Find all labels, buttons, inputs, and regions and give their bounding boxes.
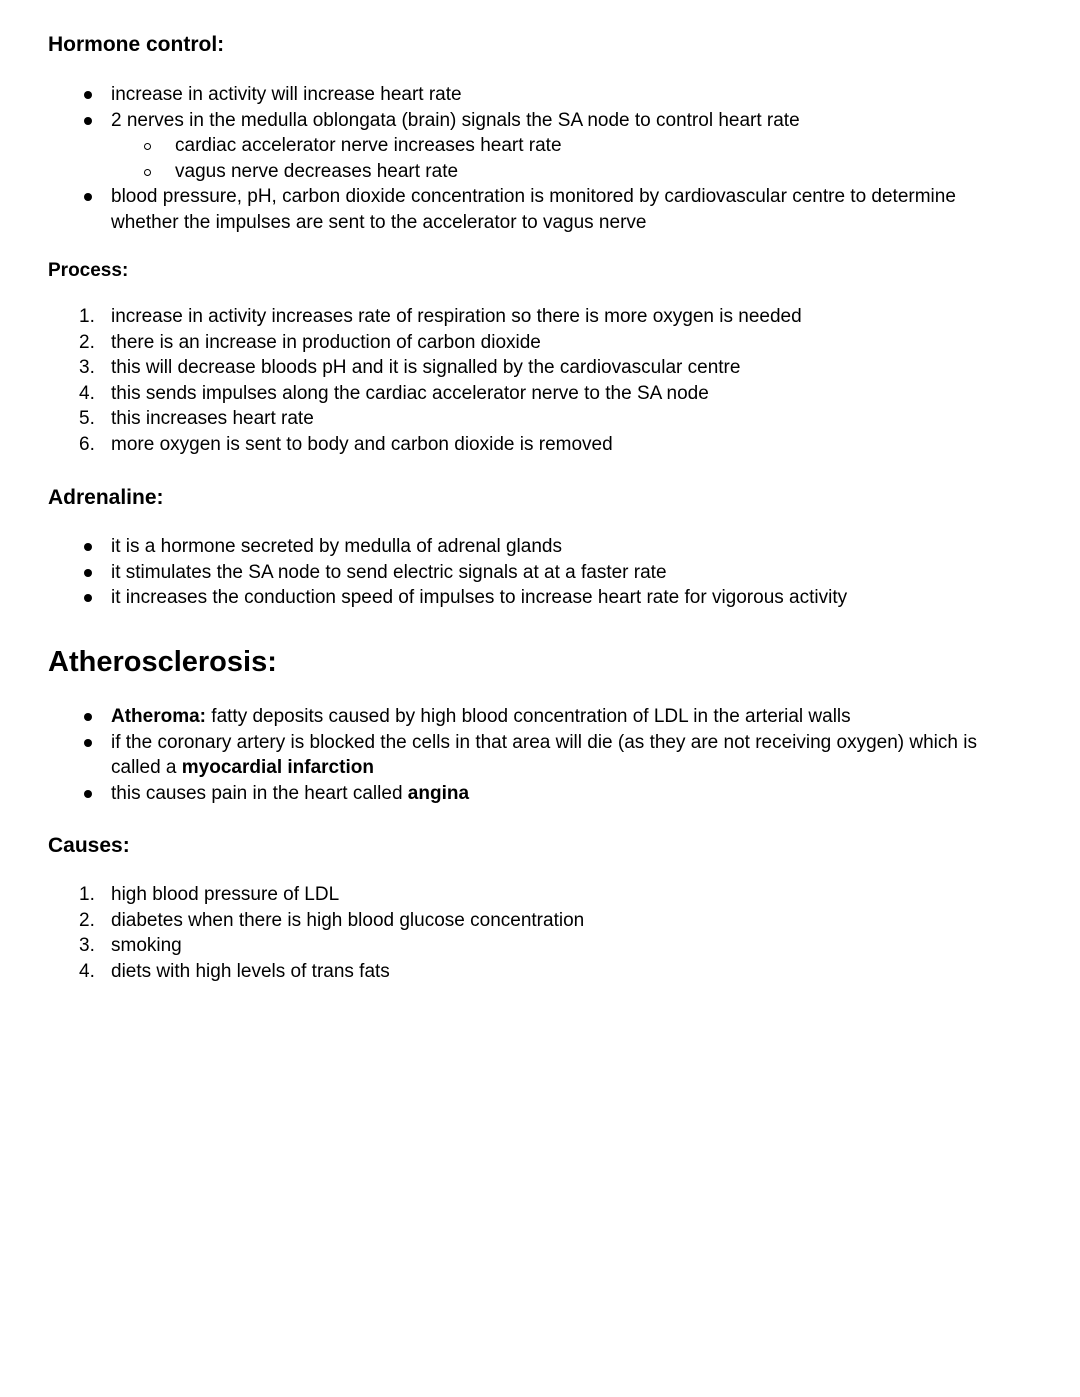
bullet-dot-icon xyxy=(84,594,92,602)
hollow-bullet-icon xyxy=(144,169,151,176)
term-myocardial-infarction: myocardial infarction xyxy=(181,757,374,779)
list-item xyxy=(0,381,1040,407)
bullet-dot-icon xyxy=(84,569,92,577)
list-item-text: there is an increase in production of carbon dioxide xyxy=(111,331,541,353)
list-item-text: fatty deposits caused by high blood concentration of LDL in the arterial walls xyxy=(206,706,851,727)
list-item xyxy=(0,184,1040,235)
list-item-text: this increases heart rate xyxy=(111,408,314,430)
sub-list-item xyxy=(0,159,1040,185)
list-item xyxy=(0,704,1040,730)
term-angina: angina xyxy=(407,782,470,804)
list-item-text: diabetes when there is high blood glucose concentration xyxy=(111,909,585,931)
list-item-text: this sends impulses along the cardiac accelerator nerve to the SA node xyxy=(111,382,709,404)
bullet-dot-icon xyxy=(84,713,92,721)
heading-causes: Causes: xyxy=(48,834,130,857)
list-item xyxy=(0,432,1040,458)
heading-adrenaline: Adrenaline: xyxy=(48,486,164,509)
list-item xyxy=(0,406,1040,432)
list-item xyxy=(0,82,1040,108)
list-item xyxy=(0,908,1040,934)
list-item-text: diets with high levels of trans fats xyxy=(111,960,390,982)
list-item xyxy=(0,108,1040,134)
list-number: 2. xyxy=(79,909,95,931)
heading-process: Process: xyxy=(48,260,129,281)
list-item-text: 2 nerves in the medulla oblongata (brain) signals the SA node to control heart rate xyxy=(111,109,800,131)
list-item-text: this will decrease bloods pH and it is signalled by the cardiovascular centre xyxy=(111,357,741,379)
adrenaline-list xyxy=(0,534,1040,611)
causes-list xyxy=(0,882,1040,984)
list-number: 3. xyxy=(79,935,95,957)
sub-list-item xyxy=(0,133,1040,159)
list-item-text: this causes pain in the heart called xyxy=(111,782,408,804)
hormone-control-list xyxy=(0,82,1040,236)
sub-list-item-text: cardiac accelerator nerve increases heart rate xyxy=(175,135,562,157)
list-item xyxy=(0,882,1040,908)
list-item-text: increase in activity increases rate of respiration so there is more oxygen is needed xyxy=(111,306,802,327)
bullet-dot-icon xyxy=(84,193,92,201)
bullet-dot-icon xyxy=(84,739,92,747)
list-item xyxy=(0,355,1040,381)
list-item-text-continued: whether the impulses are sent to the accelerator to vagus nerve xyxy=(111,211,647,233)
list-item xyxy=(0,933,1040,959)
list-item-text: more oxygen is sent to body and carbon dioxide is removed xyxy=(111,433,613,455)
list-item-text: it stimulates the SA node to send electric signals at at a faster rate xyxy=(111,561,667,583)
list-number: 3. xyxy=(79,357,95,379)
list-number: 2. xyxy=(79,331,95,353)
bullet-dot-icon xyxy=(84,790,92,798)
list-item xyxy=(0,730,1040,781)
bullet-dot-icon xyxy=(84,543,92,551)
list-item-text-continued: called a xyxy=(111,757,182,779)
list-number: 1. xyxy=(79,306,95,327)
process-list xyxy=(0,304,1040,458)
list-item xyxy=(0,304,1040,330)
list-number: 5. xyxy=(79,408,95,430)
bullet-dot-icon xyxy=(84,117,92,125)
list-item xyxy=(0,560,1040,586)
list-item-text: blood pressure, pH, carbon dioxide concentration is monitored by cardiovascular centre to determine xyxy=(111,186,956,208)
list-item-text: smoking xyxy=(111,935,182,957)
heading-atherosclerosis: Atherosclerosis: xyxy=(48,646,277,678)
list-number: 1. xyxy=(79,884,95,905)
heading-hormone-control: Hormone control: xyxy=(48,33,225,56)
atherosclerosis-list xyxy=(0,704,1040,806)
list-item-text: it increases the conduction speed of impulses to increase heart rate for vigorous activity xyxy=(111,587,848,609)
list-number: 6. xyxy=(79,433,95,455)
list-item xyxy=(0,781,1040,807)
list-item xyxy=(0,534,1040,560)
bullet-dot-icon xyxy=(84,91,92,99)
list-number: 4. xyxy=(79,382,95,404)
list-item-text: if the coronary artery is blocked the cells in that area will die (as they are not receiving oxygen) which is xyxy=(111,731,977,753)
sub-list-item-text: vagus nerve decreases heart rate xyxy=(175,160,459,182)
term-atheroma: Atheroma: xyxy=(111,706,207,727)
list-number: 4. xyxy=(79,960,95,982)
list-item xyxy=(0,330,1040,356)
list-item xyxy=(0,585,1040,611)
list-item-text: increase in activity will increase heart rate xyxy=(111,84,462,105)
list-item xyxy=(0,959,1040,985)
list-item-text: high blood pressure of LDL xyxy=(111,884,340,905)
list-item-text: it is a hormone secreted by medulla of adrenal glands xyxy=(111,536,562,557)
hollow-bullet-icon xyxy=(144,143,151,150)
